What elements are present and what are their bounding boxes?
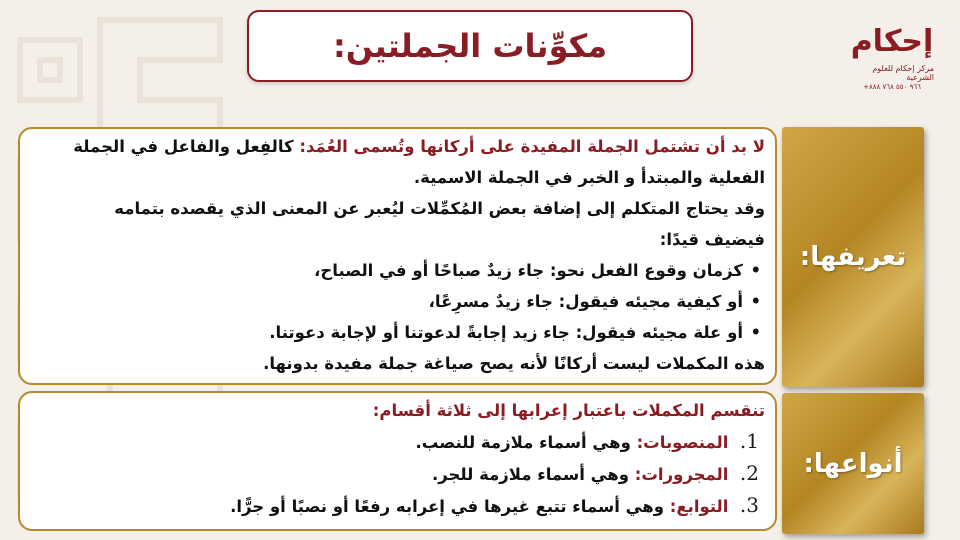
page-title: مكوِّنات الجملتين: xyxy=(332,27,608,65)
definition-label-box xyxy=(782,127,924,387)
logo-phone: +٩٦٦ ٥٥٠ ٧٦٨ ٨٨٨ xyxy=(863,83,921,91)
types-item-1-name: المنصوبات: xyxy=(636,433,729,452)
types-panel xyxy=(18,391,777,531)
definition-line-4: فيضيف قيدًا: xyxy=(659,230,765,249)
definition-intro xyxy=(30,131,765,162)
types-item-2-desc: وهي أسماء ملازمة للجر. xyxy=(431,465,635,484)
types-item-2-number: 2. xyxy=(739,461,759,485)
logo-word: إحكام xyxy=(850,24,934,59)
definition-bullet-1: • كزمان وقوع الفعل نحو: جاء زيدٌ صباحًا أو في الصباح، xyxy=(30,255,765,286)
types-label: أنواعها: xyxy=(803,448,903,479)
types-item-3-number: 3. xyxy=(739,493,759,517)
definition-line-2: الفعلية والمبتدأ و الخبر في الجملة الاسمية. xyxy=(413,168,765,187)
logo xyxy=(850,22,934,102)
types-item-3 xyxy=(30,490,765,522)
types-item-1 xyxy=(30,426,765,458)
definition-intro-rest: كالفِعل والفاعل في الجملة xyxy=(73,137,300,156)
types-item-3-desc: وهي أسماء تتبع غيرها في إعرابه رفعًا أو نصبًا أو جرًّا. xyxy=(230,497,670,516)
title-box xyxy=(247,10,693,82)
types-item-2 xyxy=(30,458,765,490)
definition-panel xyxy=(18,127,777,385)
definition-line-3: وقد يحتاج المتكلم إلى إضافة بعض المُكمِّلات ليُعبر عن المعنى الذي يقصده بتمامه xyxy=(114,199,765,218)
definition-bullet-3: • أو علة مجيئه فيقول: جاء زيد إجابةً لدعوتنا أو لإجابة دعوتنا. xyxy=(30,317,765,348)
types-item-3-name: التوابع: xyxy=(669,497,729,516)
definition-bullet-2: • أو كيفية مجيئه فيقول: جاء زيدٌ مسرِعًا، xyxy=(30,286,765,317)
types-item-1-desc: وهي أسماء ملازمة للنصب. xyxy=(415,433,637,452)
definition-label: تعريفها: xyxy=(799,242,907,272)
types-intro: تنقسم المكملات باعتبار إعرابها إلى ثلاثة أقسام: xyxy=(372,401,765,420)
types-label-box xyxy=(782,393,924,534)
logo-subtitle: مركز إحكام للعلوم الشرعية xyxy=(872,64,934,82)
definition-closing: هذه المكملات ليست أركانًا لأنه يصح صياغة جملة مفيدة بدونها. xyxy=(263,354,765,373)
types-item-1-number: 1. xyxy=(739,429,759,453)
definition-intro-highlight: لا بد أن تشتمل الجملة المفيدة على أركانها وتُسمى العُمَد: xyxy=(299,137,765,156)
types-item-2-name: المجرورات: xyxy=(634,465,729,484)
